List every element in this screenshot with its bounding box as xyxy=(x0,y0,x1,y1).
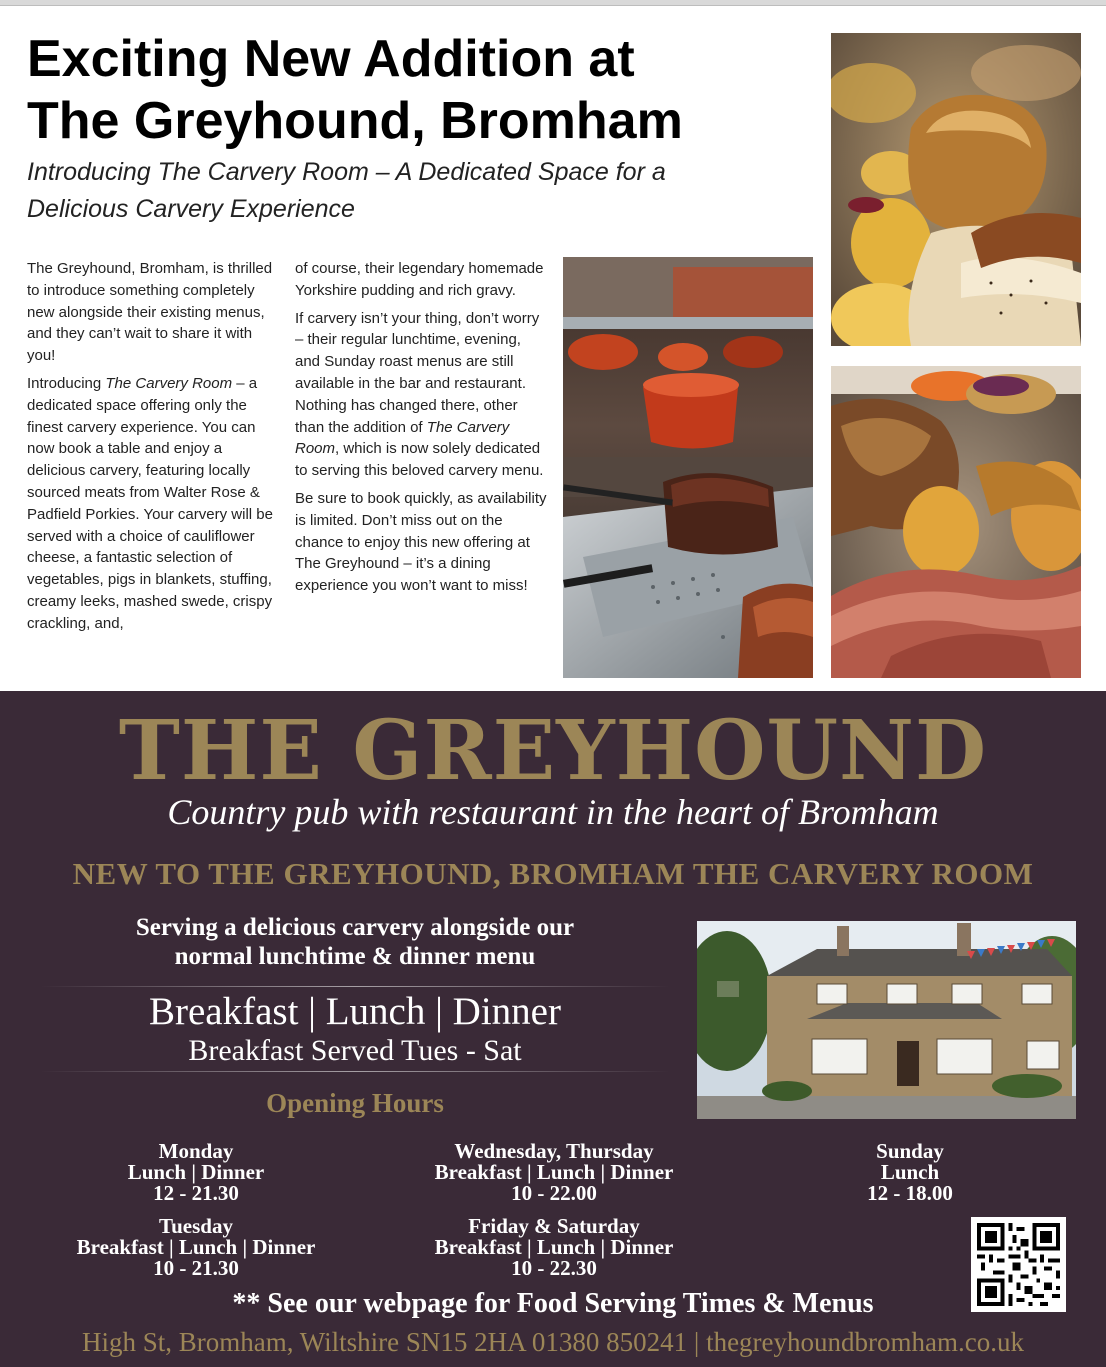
article-paragraph xyxy=(27,373,279,635)
webpage-note: ** See our webpage for Food Serving Times & Menus xyxy=(232,1288,874,1319)
carvery-room-name: The Carvery Room xyxy=(295,418,510,458)
divider xyxy=(40,986,670,987)
article-paragraph: The Greyhound, Bromham, is thrilled to introduce something completely new alongside their existing menus, and they can’t wait to share it with you! xyxy=(27,260,273,365)
hours-friday-saturday xyxy=(404,1216,704,1279)
article-text: If carvery isn’t your thing, don’t worry – their regular lunchtime, evening, and Sunday roast menus are still available in the bar and restaurant. Nothing has changed there, other than the addition of xyxy=(295,309,540,436)
article-column-2 xyxy=(295,258,550,603)
headline xyxy=(27,28,817,152)
article-paragraph: Be sure to book quickly, as availability is limited. Don’t miss out on the chance to enjoy this new offering at The Greyhound – it’s a dining experience you won’t want to miss! xyxy=(295,489,547,595)
article-column-1 xyxy=(27,258,279,641)
carvery-counter-photo xyxy=(563,257,813,678)
yorkshire-pudding-photo xyxy=(831,33,1081,346)
pub-name-logo: THE GREYHOUND xyxy=(118,703,988,799)
hours-meals: Breakfast | Lunch | Dinner xyxy=(434,1235,674,1259)
hours-tuesday xyxy=(46,1216,346,1279)
hours-day: Sunday xyxy=(876,1139,944,1163)
hours-time: 10 - 22.30 xyxy=(511,1256,597,1280)
hours-meals: Lunch | Dinner xyxy=(127,1160,265,1184)
hours-meals: Breakfast | Lunch | Dinner xyxy=(434,1160,674,1184)
address-contact[interactable]: High St, Bromham, Wiltshire SN15 2HA 01380 850241 | thegreyhoundbromham.co.uk xyxy=(81,1327,1024,1357)
subheadline xyxy=(27,154,817,228)
opening-hours-heading: Opening Hours xyxy=(266,1088,444,1118)
new-carvery-banner: NEW TO THE GREYHOUND, BROMHAM THE CARVERY ROOM xyxy=(72,856,1034,891)
roast-beef-photo xyxy=(831,366,1081,678)
article-text: – a dedicated space offering only the finest carvery experience. You can now book a table and enjoy a delicious carvery, featuring locally sourced meats from Walter Rose & Padfield Porkies. Your carvery will be served with a choice of cauliflower cheese, a fantastic selection of vegetables, pigs in blankets, stuffing, creamy leeks, mashed swede, crispy crackling, and, xyxy=(27,374,273,632)
article-paragraph: of course, their legendary homemade Yorkshire pudding and rich gravy. xyxy=(295,260,544,299)
meals-offered: Breakfast | Lunch | Dinner xyxy=(149,990,561,1033)
serving-line-2: normal lunchtime & dinner menu xyxy=(174,943,536,970)
breakfast-days: Breakfast Served Tues - Sat xyxy=(188,1034,522,1067)
hours-meals: Breakfast | Lunch | Dinner xyxy=(76,1235,316,1259)
serving-line-1: Serving a delicious carvery alongside our xyxy=(135,914,575,941)
hours-wednesday-thursday xyxy=(404,1141,704,1204)
hours-day: Tuesday xyxy=(159,1214,233,1238)
headline-line-1: Exciting New Addition at xyxy=(27,30,635,88)
divider xyxy=(40,1071,670,1072)
headline-line-2: The Greyhound, Bromham xyxy=(27,92,683,150)
window-top-bar xyxy=(0,0,1106,6)
article-text: , which is now solely dedicated to serving this beloved carvery menu. xyxy=(295,440,544,480)
hours-time: 12 - 21.30 xyxy=(153,1181,239,1205)
hours-day: Monday xyxy=(158,1139,234,1163)
hours-time: 12 - 18.00 xyxy=(867,1181,953,1205)
hours-day: Friday & Saturday xyxy=(468,1214,640,1238)
pub-tagline: Country pub with restaurant in the heart of Bromham xyxy=(167,792,939,832)
subheadline-line-1: Introducing The Carvery Room – A Dedicated Space for a xyxy=(27,158,666,186)
serving-statement xyxy=(40,913,670,971)
hours-meals: Lunch xyxy=(880,1160,940,1184)
hours-sunday xyxy=(820,1141,1000,1204)
advert-panel xyxy=(0,691,1106,1367)
article-paragraph xyxy=(295,308,550,482)
carvery-room-name: The Carvery Room xyxy=(105,374,233,392)
hours-day: Wednesday, Thursday xyxy=(454,1139,654,1163)
hours-time: 10 - 22.00 xyxy=(511,1181,597,1205)
pub-exterior-photo xyxy=(697,921,1076,1119)
article-text: Introducing xyxy=(27,374,106,392)
hours-time: 10 - 21.30 xyxy=(153,1256,239,1280)
hours-monday xyxy=(96,1141,296,1204)
subheadline-line-2: Delicious Carvery Experience xyxy=(27,195,355,223)
